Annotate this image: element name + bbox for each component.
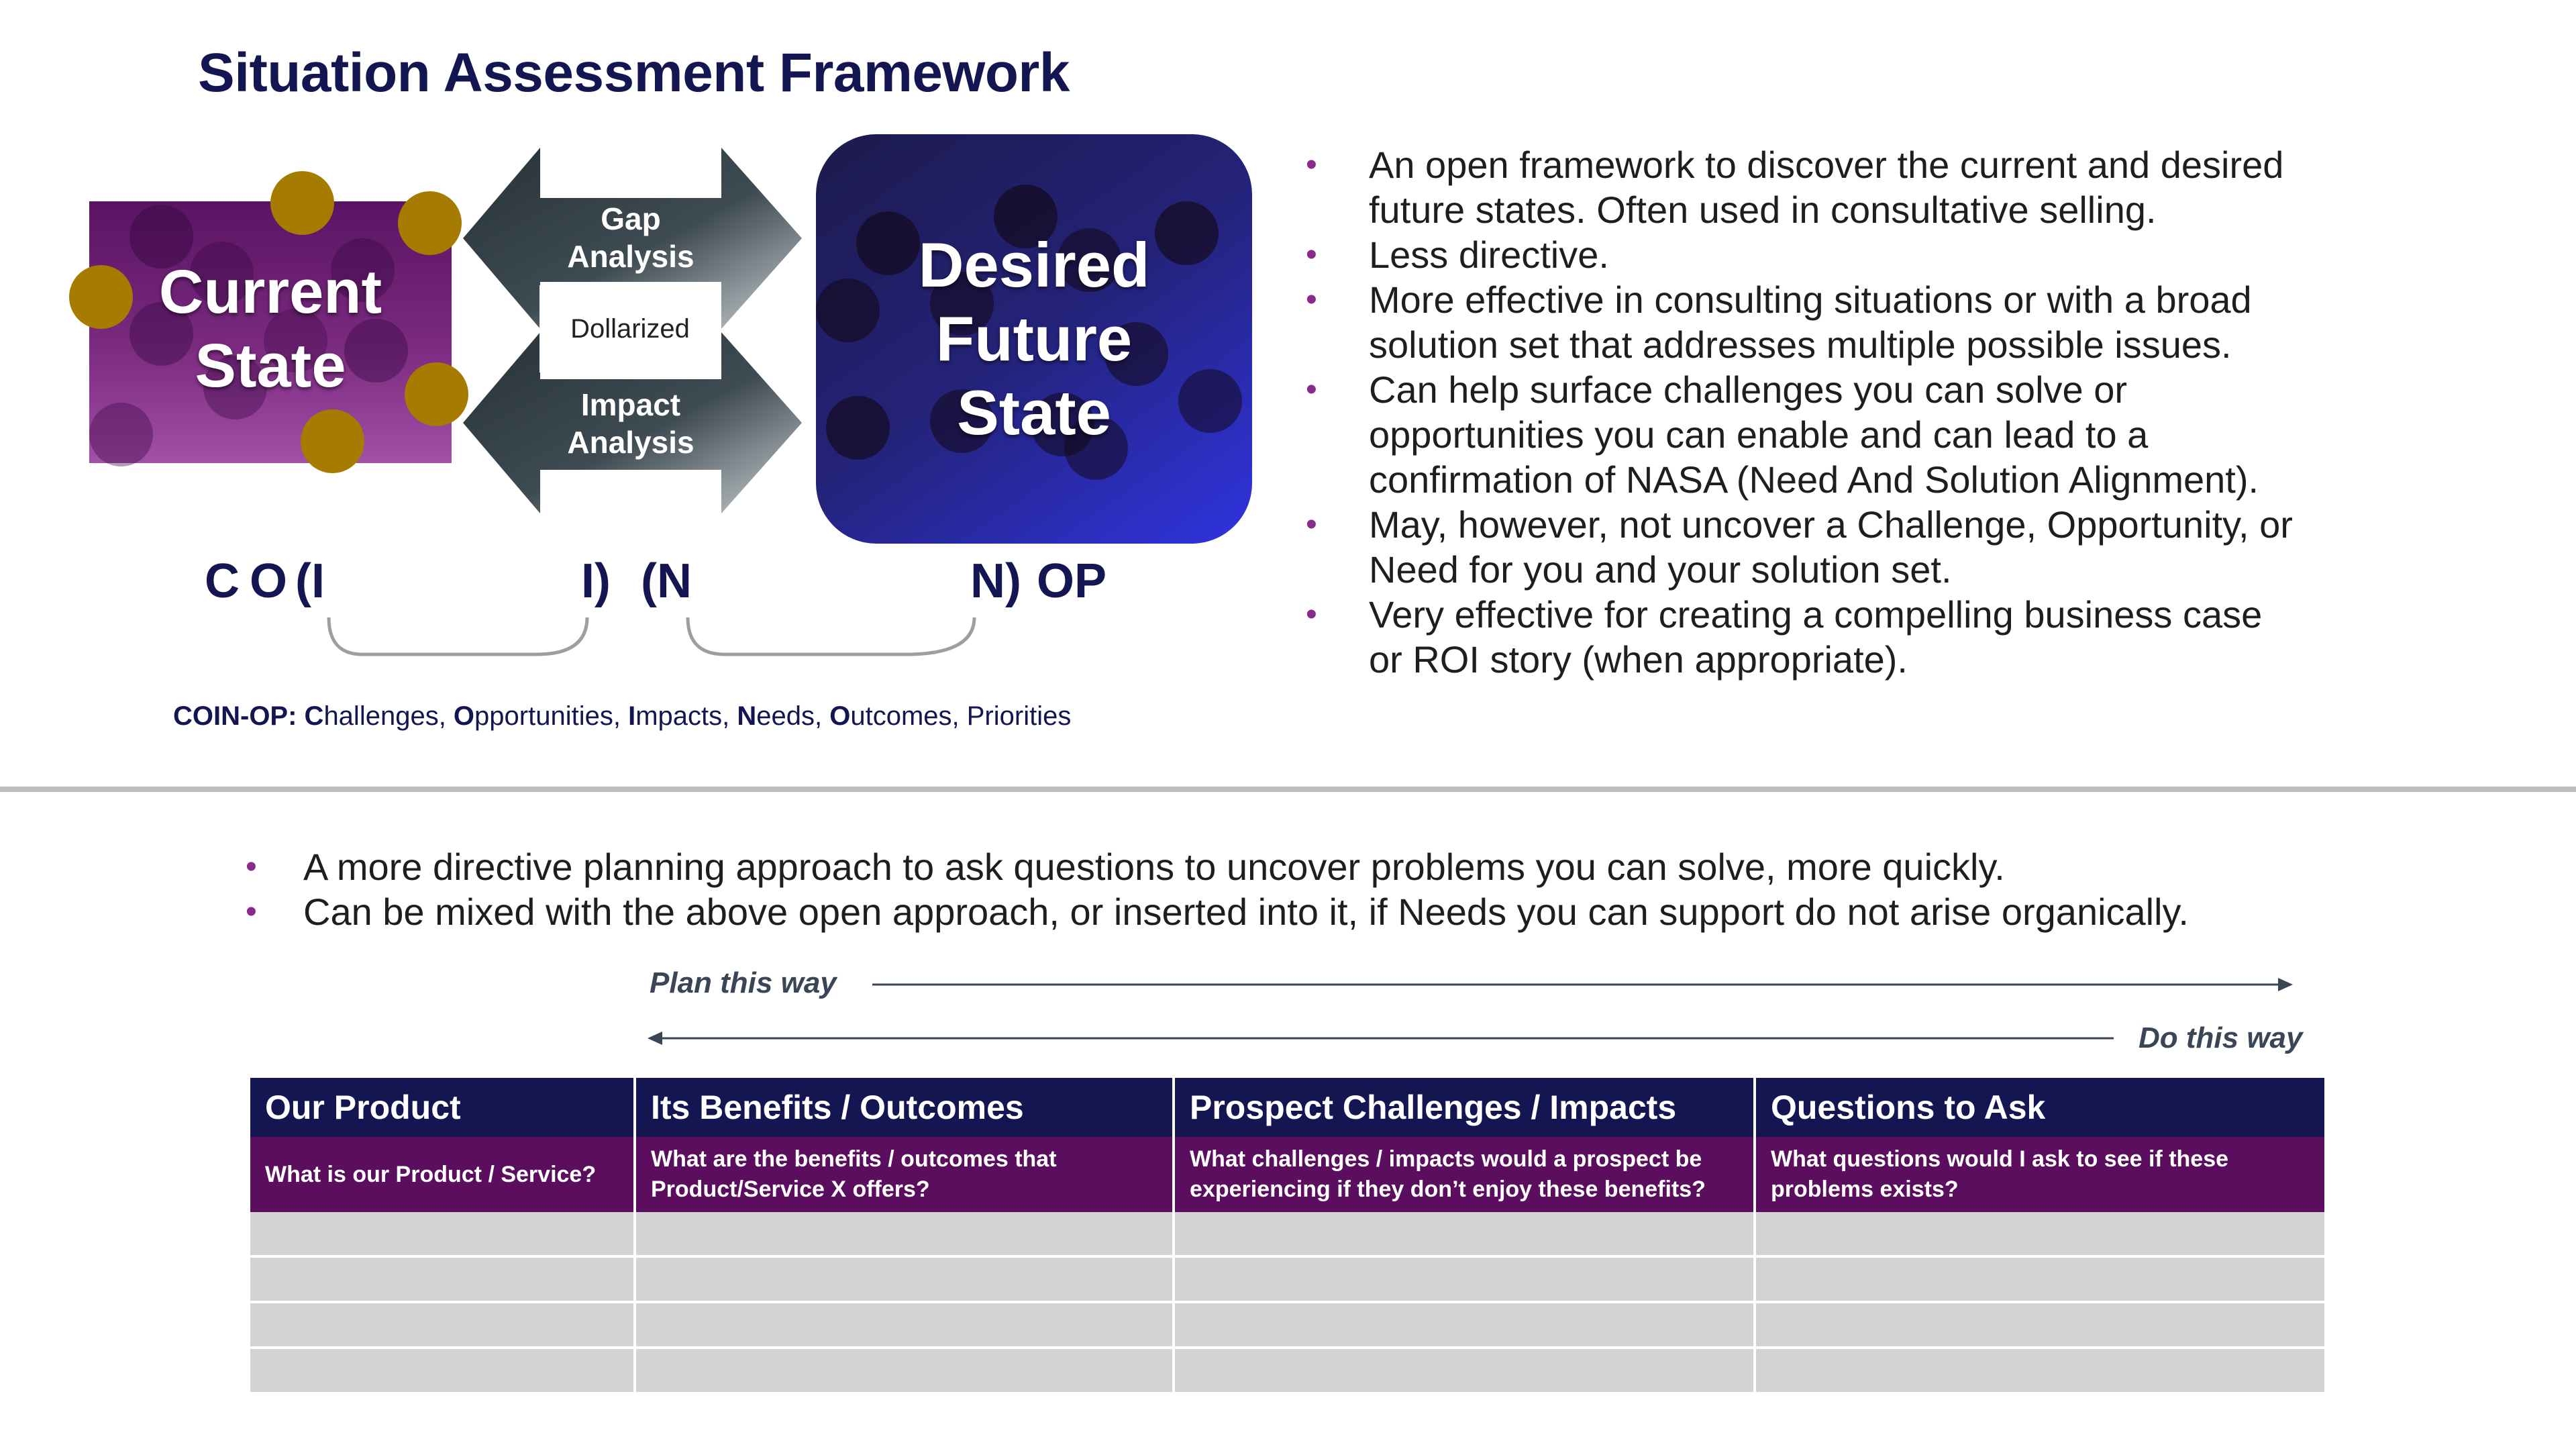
table-cell[interactable] — [1174, 1212, 1755, 1256]
table-row — [250, 1212, 2326, 1256]
do-arrow — [648, 1028, 2117, 1048]
coin-op-legend: COIN-OP: Challenges, Opportunities, Impacts, Needs, Outcomes, Priorities — [173, 701, 1072, 731]
plan-label: Plan this way — [650, 966, 837, 999]
coin-op: OP — [1037, 554, 1107, 608]
dollarized-box: Dollarized — [539, 285, 721, 372]
coin-i-close: I) — [581, 554, 611, 608]
table-cell[interactable] — [250, 1256, 635, 1302]
planning-table — [250, 1078, 2327, 1395]
table-header-row — [250, 1078, 2326, 1137]
framework-bullets — [1302, 142, 2510, 682]
table-row — [250, 1256, 2326, 1302]
coin-i-open: (I — [295, 554, 325, 608]
bullet-item: • A more directive planning approach to ask questions to uncover problems you can solve, more quickly. — [242, 844, 2536, 889]
bullet-item: • More effective in consulting situations or with a broad solution set that addresses multiple possible issues. — [1302, 277, 2510, 367]
section-divider — [0, 787, 2576, 792]
header-challenges: Prospect Challenges / Impacts — [1174, 1078, 1755, 1137]
header-our-product: Our Product — [250, 1078, 635, 1137]
header-benefits: Its Benefits / Outcomes — [635, 1078, 1174, 1137]
table-row — [250, 1302, 2326, 1348]
desired-state-label: Desired Future State — [918, 230, 1150, 448]
bullet-item: • Very effective for creating a compelling business case or ROI story (when appropriate). — [1302, 592, 2510, 682]
coin-c: C — [205, 554, 240, 608]
table-cell[interactable] — [635, 1302, 1174, 1348]
planning-bullets — [242, 844, 2536, 934]
subheader-cell: What is our Product / Service? — [250, 1137, 635, 1212]
bullet-item: • Can be mixed with the above open approach, or inserted into it, if Needs you can support do not arise organically. — [242, 889, 2536, 934]
coin-n-close: N) — [970, 554, 1021, 608]
subheader-cell: What are the benefits / outcomes that Product/Service X offers? — [635, 1137, 1174, 1212]
table-cell[interactable] — [635, 1348, 1174, 1393]
table-cell[interactable] — [1174, 1348, 1755, 1393]
table-cell[interactable] — [1755, 1256, 2326, 1302]
table-cell[interactable] — [250, 1302, 635, 1348]
coin-brackets — [322, 611, 993, 671]
bullet-item: • An open framework to discover the current and desired future states. Often used in consultative selling. — [1302, 142, 2510, 232]
impact-bracket — [329, 617, 587, 654]
table-cell[interactable] — [1174, 1302, 1755, 1348]
need-bracket — [688, 617, 974, 654]
coin-n-open: (N — [641, 554, 692, 608]
table-subheader-row — [250, 1137, 2326, 1212]
table-cell[interactable] — [1174, 1256, 1755, 1302]
table-cell[interactable] — [635, 1212, 1174, 1256]
table-cell[interactable] — [1755, 1348, 2326, 1393]
table-cell[interactable] — [1755, 1212, 2326, 1256]
table-row — [250, 1348, 2326, 1393]
bullet-item: • Can help surface challenges you can solve or opportunities you can enable and can lead to a confirmation of NASA (Need And Solution Alignment). — [1302, 367, 2510, 502]
bullet-item: • May, however, not uncover a Challenge, Opportunity, or Need for you and your solution set. — [1302, 502, 2510, 592]
table-cell[interactable] — [1755, 1302, 2326, 1348]
subheader-cell: What challenges / impacts would a prospect be experiencing if they don’t enjoy these benefits? — [1174, 1137, 1755, 1212]
page-title: Situation Assessment Framework — [198, 42, 1070, 103]
header-questions: Questions to Ask — [1755, 1078, 2326, 1137]
current-state-label: Current State — [158, 258, 382, 400]
table-cell[interactable] — [635, 1256, 1174, 1302]
current-state-box — [89, 201, 452, 463]
plan-arrow — [869, 975, 2295, 995]
table-cell[interactable] — [250, 1212, 635, 1256]
coin-o: O — [250, 554, 288, 608]
gap-analysis-label: Gap Analysis — [567, 201, 694, 274]
do-label: Do this way — [2139, 1021, 2303, 1054]
desired-state-box — [816, 134, 1252, 544]
subheader-cell: What questions would I ask to see if these problems exists? — [1755, 1137, 2326, 1212]
impact-analysis-label: Impact Analysis — [567, 387, 694, 460]
table-cell[interactable] — [250, 1348, 635, 1393]
bullet-item: • Less directive. — [1302, 232, 2510, 277]
